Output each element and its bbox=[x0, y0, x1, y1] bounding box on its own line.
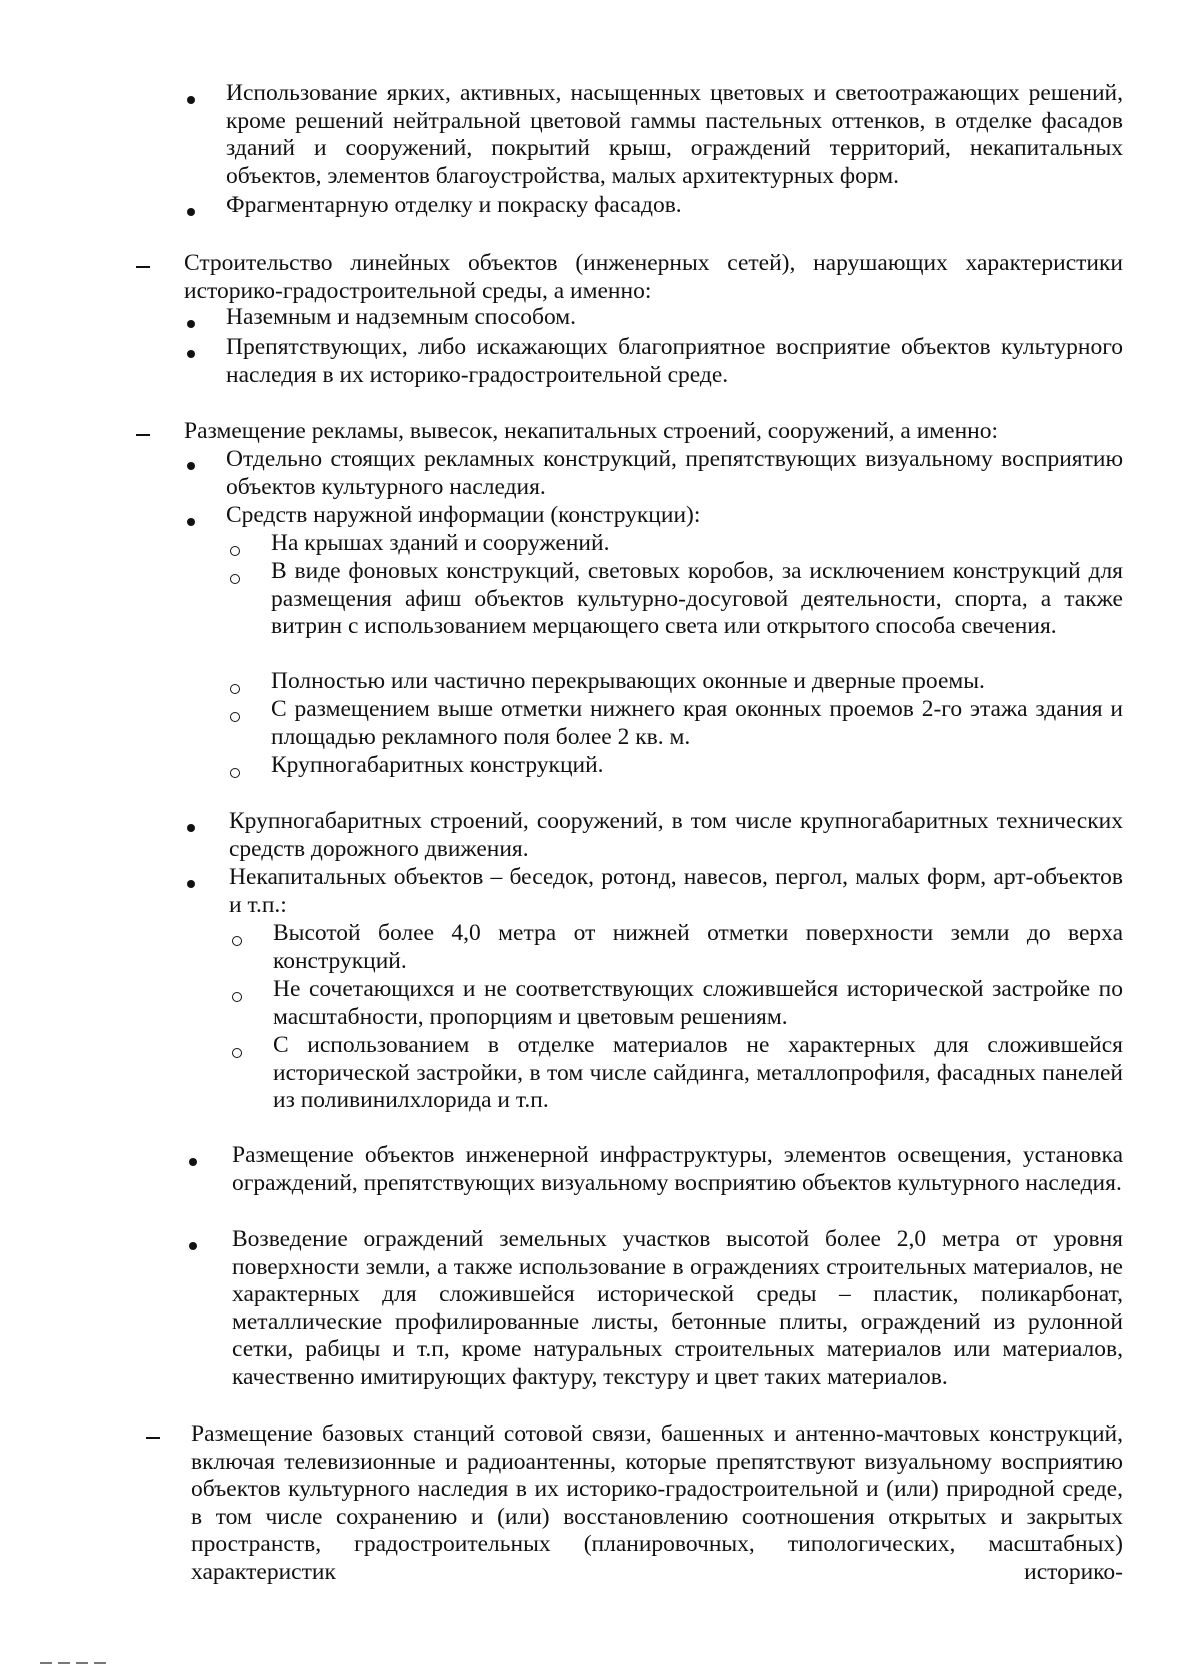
list-item: Отдельно стоящих рекламных конструкций, препятствующих визуальному восприятию объектов культурного наследия. bbox=[226, 446, 1123, 500]
list-item: В виде фоновых конструкций, световых коробов, за исключением конструкций для размещения афиш объектов культурно-досуговой деятельности, спорта, а также витрин с использованием мерцающего света или открытого способа свечения. bbox=[271, 558, 1123, 639]
circle-marker bbox=[230, 684, 240, 694]
list-item: С размещением выше отметки нижнего края оконных проемов 2-го этажа здания и площадью рекламного поля более 2 кв. м. bbox=[271, 696, 1123, 750]
list-item: Наземным и надземным способом. bbox=[226, 304, 577, 330]
list-item: Крупногабаритных конструкций. bbox=[271, 752, 604, 778]
list-item: Фрагментарную отделку и покраску фасадов. bbox=[226, 192, 682, 218]
scan-artifact bbox=[40, 1662, 106, 1664]
circle-marker bbox=[232, 992, 242, 1002]
list-item: Высотой более 4,0 метра от нижней отметки поверхности земли до верха конструкций. bbox=[273, 920, 1123, 974]
list-item: Использование ярких, активных, насыщенных цветовых и светоотражающих решений, кроме решений нейтральной цветовой гаммы пастельных оттенков, в отделке фасадов зданий и сооружений, покрытий крыш, ограждений территорий, некапитальных объектов, элементов благоустройства, малых архитектурных форм. bbox=[226, 80, 1123, 189]
list-item: Не сочетающихся и не соответствующих сложившейся исторической застройке по масштабности, пропорциям и цветовым решениям. bbox=[273, 976, 1123, 1030]
bullet-marker bbox=[189, 1242, 197, 1250]
bullet-marker bbox=[187, 880, 195, 888]
list-item: Крупногабаритных строений, сооружений, в том числе крупногабаритных технических средств дорожного движения. bbox=[229, 808, 1123, 862]
bullet-marker bbox=[187, 518, 195, 526]
list-item: Полностью или частично перекрывающих оконные и дверные проемы. bbox=[271, 668, 985, 694]
circle-marker bbox=[230, 712, 240, 722]
list-item: Размещение рекламы, вывесок, некапитальных строений, сооружений, а именно: bbox=[184, 418, 999, 444]
circle-marker bbox=[230, 574, 240, 584]
list-item: Средств наружной информации (конструкции): bbox=[226, 502, 701, 528]
circle-marker bbox=[230, 768, 240, 778]
dash-marker bbox=[146, 1437, 160, 1439]
list-item: Размещение базовых станций сотовой связи, башенных и антенно-мачтовых конструкций, включая телевизионные и радиоантенны, которые препятствуют визуальному восприятию объектов культурного наследия в их историко-градостроительной и (или) природной среде, в том числе сохранению и (или) восстановлению соотношения открытых и закрытых пространств, градостроительных (планировочных, типологических, масштабных) характеристик историко- bbox=[191, 1421, 1123, 1585]
list-item: С использованием в отделке материалов не характерных для сложившейся исторической застройки, в том числе сайдинга, металлопрофиля, фасадных панелей из поливинилхлорида и т.п. bbox=[273, 1032, 1123, 1113]
bullet-marker bbox=[187, 320, 195, 328]
list-item: Возведение ограждений земельных участков высотой более 2,0 метра от уровня поверхности земли, а также использование в ограждениях строительных материалов, не характерных для сложившейся исторической среды – пластик, поликарбонат, металлические профилированные листы, бетонные плиты, ограждений из рулонной сетки, рабицы и т.п, кроме натуральных строительных материалов или материалов, качественно имитирующих фактуру, текстуру и цвет таких материалов. bbox=[232, 1226, 1123, 1390]
list-item: Некапитальных объектов – беседок, ротонд, навесов, пергол, малых форм, арт-объектов и т.п.: bbox=[229, 864, 1123, 918]
circle-marker bbox=[232, 1048, 242, 1058]
bullet-marker bbox=[187, 96, 195, 104]
circle-marker bbox=[232, 936, 242, 946]
list-item: Размещение объектов инженерной инфраструктуры, элементов освещения, установка ограждений, препятствующих визуальному восприятию объектов культурного наследия. bbox=[232, 1142, 1123, 1196]
bullet-marker bbox=[187, 208, 195, 216]
list-item: Препятствующих, либо искажающих благоприятное восприятие объектов культурного наследия в их историко-градостроительной среде. bbox=[226, 334, 1123, 388]
bullet-marker bbox=[187, 350, 195, 358]
dash-marker bbox=[136, 266, 150, 268]
dash-marker bbox=[136, 434, 150, 436]
list-item: Строительство линейных объектов (инженерных сетей), нарушающих характеристики историко-градостроительной среды, а именно: bbox=[184, 250, 1123, 304]
list-item: На крышах зданий и сооружений. bbox=[271, 530, 610, 556]
bullet-marker bbox=[189, 1158, 197, 1166]
bullet-marker bbox=[187, 462, 195, 470]
circle-marker bbox=[230, 546, 240, 556]
bullet-marker bbox=[187, 824, 195, 832]
